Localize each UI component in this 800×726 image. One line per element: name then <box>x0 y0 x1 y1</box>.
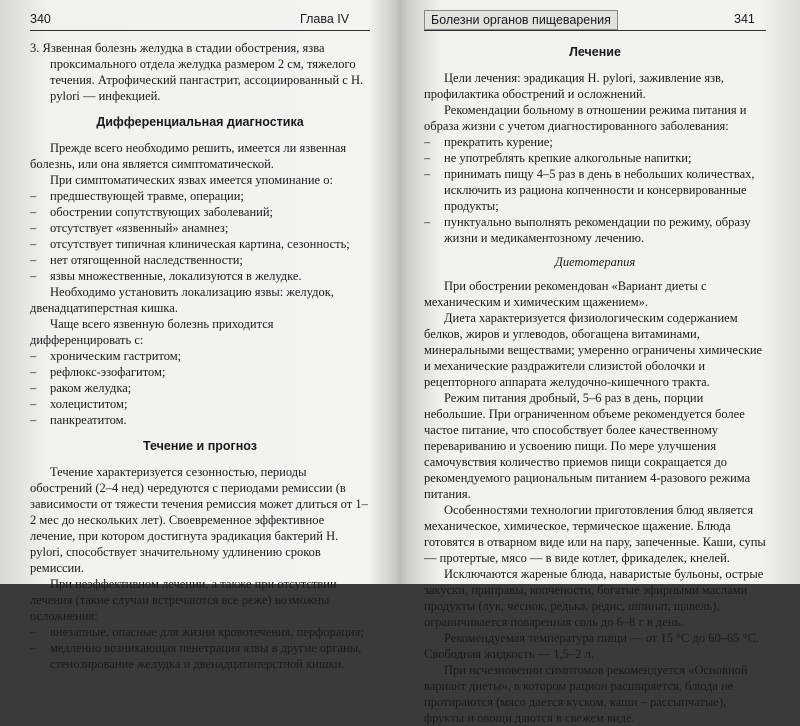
paragraph: Необходимо установить локализацию язвы: желудок, двенадцатиперстная кишка. <box>30 285 334 315</box>
paragraph: Особенностями технологии приготовления блюд является механическое, химическое, термическое щажение. Блюда готовятся в отварном виде или на пару, запеченные. Каши, супы — протертые, мясо — в виде котлет, фрикаделек, кнелей. <box>424 503 766 565</box>
page-number: 341 <box>734 12 755 26</box>
running-head: Глава IV <box>300 12 350 26</box>
list <box>30 624 370 672</box>
list <box>30 188 370 284</box>
section-heading: Дифференциальная диагностика <box>96 115 304 129</box>
paragraph: При симптоматических язвах имеется упоминание о: <box>50 173 333 187</box>
header-rule <box>30 30 370 31</box>
paragraph: Режим питания дробный, 5–6 раз в день, порции небольшие. При ограниченном объеме рекомендуется более частое питание, что способствует более качественному перевариванию и усвоению пищи. По мере улучшения самочувствия количество приемов пищи сокращается до рекомендуемого рациональным питанием 4-разового режима питания. <box>424 391 751 501</box>
list-item: – не употреблять крепкие алкогольные напитки; <box>424 150 766 166</box>
paragraph: Чаще всего язвенную болезнь приходится дифференцировать с: <box>30 317 274 347</box>
paragraph: Исключаются жареные блюда, наваристые бульоны, острые закуски, приправы, копчености, богатые эфирными маслами продукты (лук, чеснок, редька, редис, шпинат, щавель), ограничивается поваренная соль до 6–8 г в день. <box>424 567 764 629</box>
paragraph: Диета характеризуется физиологическим содержанием белков, жиров и углеводов, обогащена витаминами, минеральными веществами; умеренно ограничены химические и механические раздражители слизистой оболочки и рецепторного аппарата желудочно-кишечного тракта. <box>424 311 763 389</box>
subsection-heading: Диетотерапия <box>554 255 636 269</box>
paragraph: Прежде всего необходимо решить, имеется ли язвенная болезнь, или она является симптоматической. <box>30 141 347 171</box>
header-rule <box>424 30 766 31</box>
list-item: – язвы множественные, локализуются в желудке. <box>30 268 370 284</box>
list-item: – внезапные, опасные для жизни кровотечения, перфорация; <box>30 624 370 640</box>
list-item: – пунктуально выполнять рекомендации по режиму, образу жизни и медикаментозному лечению. <box>424 214 766 246</box>
paragraph: Течение характеризуется сезонностью, периоды обострений (2–4 нед) чередуются с периодами ремиссии (в зависимости от тяжести течения ремиссия может длиться от 1–2 мес до нескольких лет). Своевременное эффективное лечение, при котором достигнута эрадикация бактерий H. pylori, способствует значительному удлинению сроков ремиссии. <box>30 465 368 575</box>
left-body <box>30 40 370 672</box>
list-item: – медленно возникающая пенетрация язвы в другие органы, стенозирование желудка и двенадцатиперстной кишки. <box>30 640 370 672</box>
list <box>30 348 370 428</box>
right-page <box>404 0 800 725</box>
list-item: – предшествующей травме, операции; <box>30 188 370 204</box>
list-item: – панкреатитом. <box>30 412 370 428</box>
right-body <box>424 40 766 726</box>
section-heading: Лечение <box>569 45 621 59</box>
left-page <box>0 0 400 671</box>
paragraph: При неэффективном лечении, а также при отсутствии лечения (такие случаи встречаются все реже) возможны осложнения: <box>30 577 337 623</box>
paragraph: Цели лечения: эрадикация H. pylori, заживление язв, профилактика обострений и осложнений. <box>424 71 725 101</box>
list-item: – прекратить курение; <box>424 134 766 150</box>
list-item: – отсутствует типичная клиническая картина, сезонность; <box>30 236 370 252</box>
running-head: Болезни органов пищеварения <box>424 10 618 30</box>
list-item: – принимать пищу 4–5 раз в день в небольших количествах, исключить из рациона копченности и консервированные продукты; <box>424 166 766 214</box>
list-item: – нет отягощенной наследственности; <box>30 252 370 268</box>
list <box>424 134 766 246</box>
paragraph: При обострении рекомендован «Вариант диеты с механическим и химическим щажением». <box>424 279 707 309</box>
paragraph: Рекомендации больному в отношении режима питания и образа жизни с учетом диагностированного заболевания: <box>424 103 747 133</box>
list-item: – отсутствует «язвенный» анамнез; <box>30 220 370 236</box>
list-item: – холециститом; <box>30 396 370 412</box>
list-item: – раком желудка; <box>30 380 370 396</box>
list-item: – рефлюкс-эзофагитом; <box>30 364 370 380</box>
list-item: – обострении сопутствующих заболеваний; <box>30 204 370 220</box>
list-item: – хроническим гастритом; <box>30 348 370 364</box>
paragraph: При исчезновении симптомов рекомендуется «Основной вариант диеты», в котором рацион расширяется, блюда не протираются (мясо дается куском, каши – рассыпчатые), фрукты и овощи даются в свежем виде. <box>424 663 748 725</box>
list-item: 3. Язвенная болезнь желудка в стадии обострения, язва проксимального отдела желудка размером 2 см, тяжелого течения. Атрофический пангастрит, ассоциированный с H. pylori — инфекцией. <box>30 41 364 103</box>
page-number: 340 <box>30 12 51 26</box>
paragraph: Рекомендуемая температура пищи — от 15 °С до 60–65 °С. Свободная жидкость — 1,5–2 л. <box>424 631 760 661</box>
section-heading: Течение и прогноз <box>143 439 257 453</box>
